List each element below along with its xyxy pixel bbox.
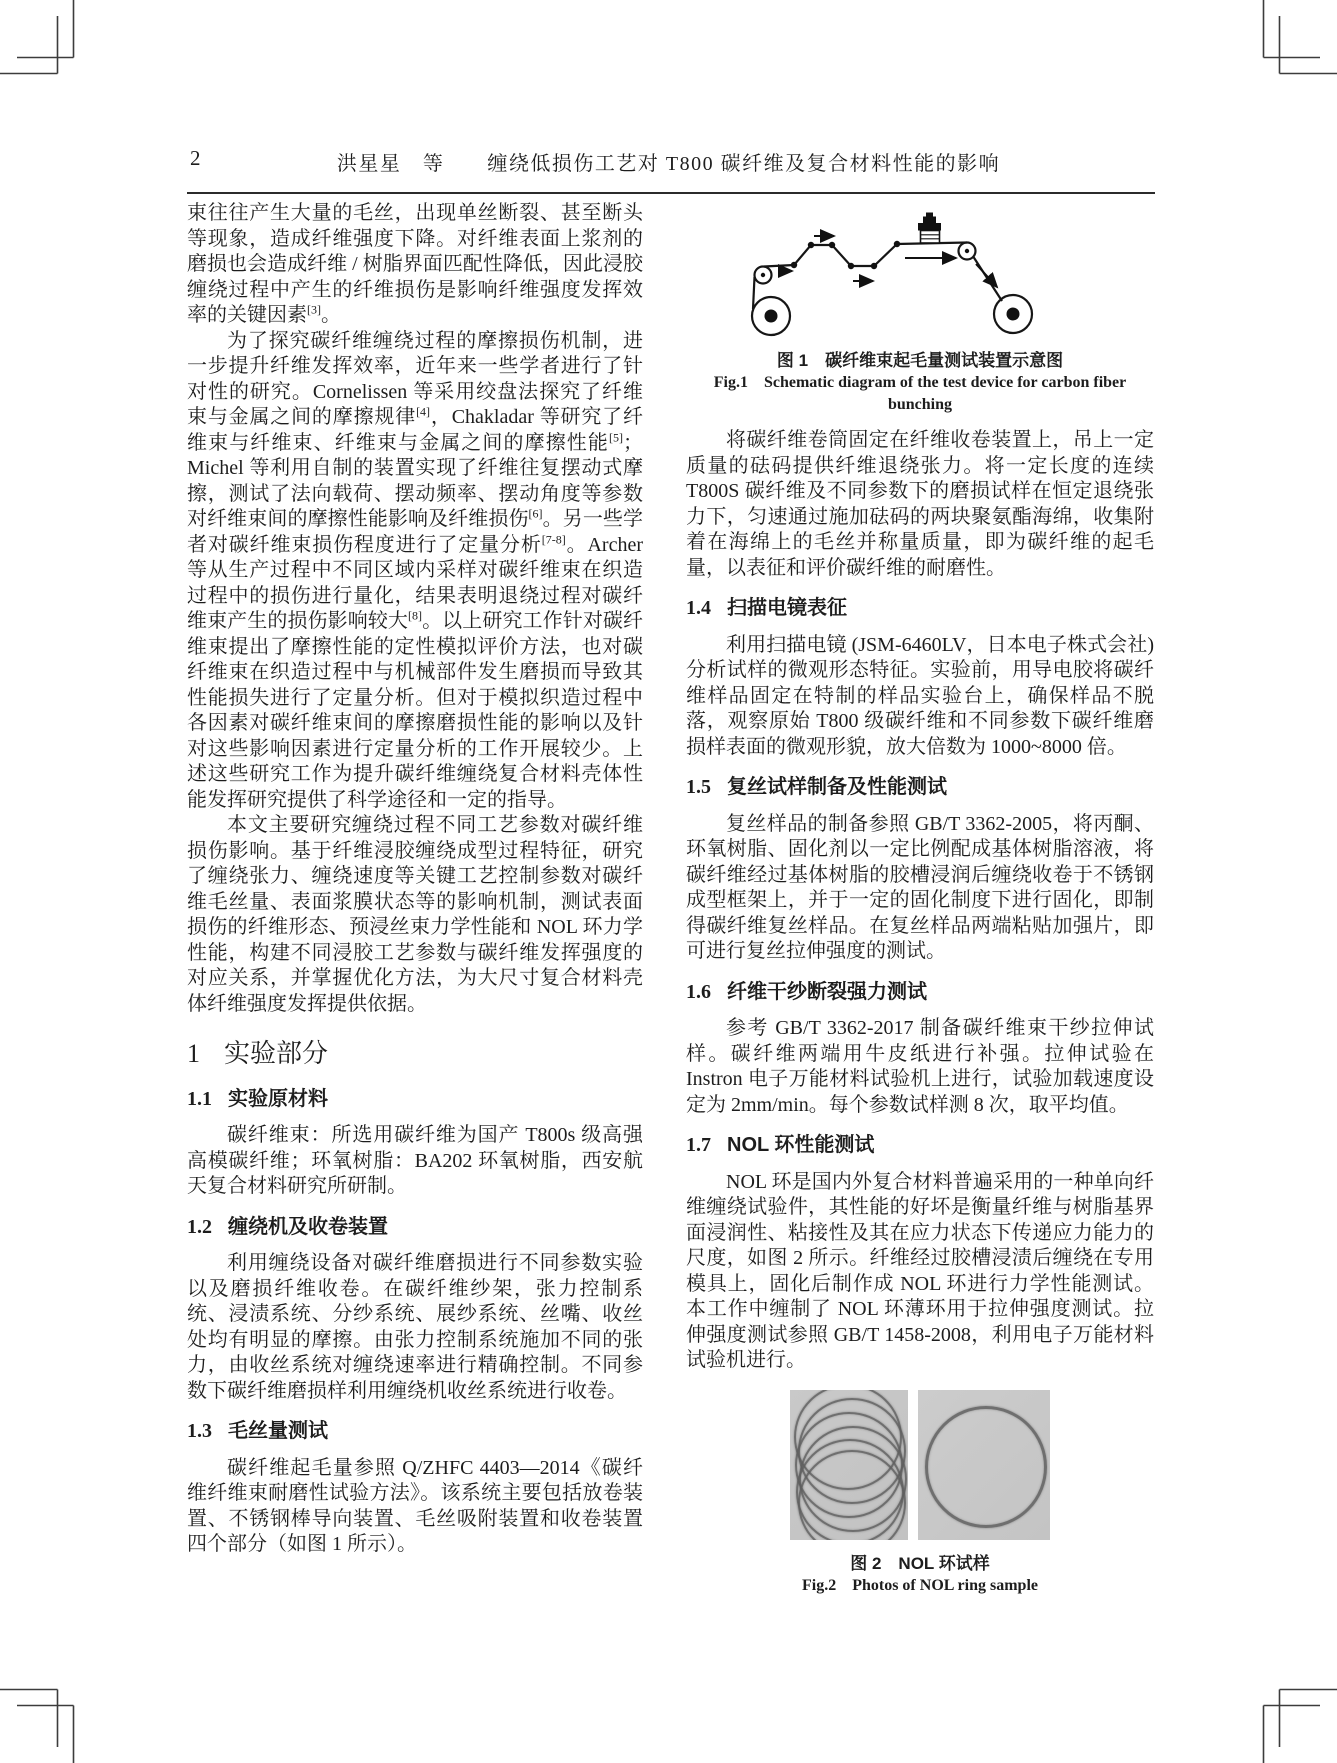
figure-2-caption-zh: 图 2 NOL 环试样 bbox=[850, 1553, 990, 1573]
running-header-title: 洪星星 等 缠绕低损伤工艺对 T800 碳纤维及复合材料性能的影响 bbox=[336, 153, 1001, 175]
subsection-heading-1-4: 1.4 扫描电镜表征 bbox=[686, 597, 847, 619]
paragraph-1-5: 复丝样品的制备参照 GB/T 3362-2005，将丙酮、环氧树脂、固化剂以一定比例配成基体树脂溶液，将碳纤维经过基体树脂的胶槽浸润后缠绕收卷于不锈钢成型框架上，并于一定的固化制度下进行固化，即制得碳纤维复丝样品。在复丝样品两端粘贴加强片，即可进行复丝拉伸强度的测试。 bbox=[686, 812, 1154, 962]
paragraph-intro-continued: 束往往产生大量的毛丝，出现单丝断裂、甚至断头等现象，造成纤维强度下降。对纤维表面上浆剂的磨损也会造成纤维 / 树脂界面匹配性降低，因此浸胶缠绕过程中产生的纤维损伤是影响纤维强度发挥效率的关键因素[3]。 bbox=[187, 202, 643, 326]
right-column bbox=[686, 201, 1154, 1609]
crop-mark-bottom-left bbox=[0, 1690, 74, 1763]
subsection-heading-1-2: 1.2 缠绕机及收卷装置 bbox=[187, 1215, 388, 1238]
subsection-heading-1-6: 1.6 纤维干纱断裂强力测试 bbox=[686, 980, 927, 1003]
nol-rings-stacked-photo bbox=[790, 1390, 908, 1540]
guide-pin bbox=[894, 241, 900, 247]
guide-pin bbox=[848, 263, 854, 269]
fiber-segment-down bbox=[974, 257, 1003, 301]
paragraph-1-7: NOL 环是国内外复合材料普遍采用的一种单向纤维缠绕试验件，其性能的好坏是衡量纤维与树脂基界面浸润性、粘接性及其在应力状态下传递应力能力的尺度，如图 2 所示。纤维经过胶槽浸渍后缠绕在专用模具上，固化后制作成 NOL 环进行力学性能测试。本工作中缠制了 NOL 环薄环用于拉伸强度测试。拉伸强度测试参照 GB/T 1458-2008，利用电子万能材料试验机进行。 bbox=[686, 1170, 1154, 1371]
paragraph-1-6: 参考 GB/T 3362-2017 制备碳纤维束干纱拉伸试样。碳纤维两端用牛皮纸进行补强。拉伸试验在 Instron 电子万能材料试验机上进行，试验加载速度设定为 2mm/min。每个参数试样测 8 次，取平均值。 bbox=[686, 1017, 1154, 1116]
paragraph-overview: 本文主要研究缠绕过程不同工艺参数对碳纤维损伤影响。基于纤维浸胶缠绕成型过程特征，研究了缠绕张力、缠绕速度等关键工艺控制参数对碳纤维毛丝量、表面浆膜状态等的影响机制，测试表面损伤的纤维形态、预浸丝束力学性能和 NOL 环力学性能，构建不同浸胶工艺参数与碳纤维发挥强度的对应关系，并掌握优化方法，为大尺寸复合材料壳体纤维强度发挥提供依据。 bbox=[187, 814, 643, 1015]
crop-mark-top-left bbox=[0, 0, 74, 74]
guide-pin bbox=[871, 263, 877, 269]
fiber-segment bbox=[753, 277, 755, 309]
paragraph-fuzz-test: 将碳纤维卷筒固定在纤维收卷装置上，吊上一定质量的砝码提供纤维退绕张力。将一定长度的连续 T800S 碳纤维及不同参数下的磨损试样在恒定退绕张力下，匀速通过施加砝码的两块聚氨酯海绵，收集附着在海绵上的毛丝并称量质量，即为碳纤维的起毛量，以表征和评价碳纤维的耐磨性。 bbox=[686, 429, 1154, 579]
nol-ring bbox=[925, 1406, 1047, 1528]
section-title: 实验部分 bbox=[224, 1039, 329, 1068]
left-column bbox=[187, 201, 643, 1558]
subsection-heading-1-5: 1.5 复丝试样制备及性能测试 bbox=[686, 776, 947, 798]
section-number: 1 bbox=[187, 1039, 200, 1068]
figure-1-caption-en: Fig.1 Schematic diagram of the test device for carbon fiber bunching bbox=[713, 374, 1127, 413]
paragraph-1-2: 利用缠绕设备对碳纤维磨损进行不同参数实验以及磨损纤维收卷。在碳纤维纱架，张力控制系统、浸渍系统、分纱系统、展纱系统、丝嘴、收丝处均有明显的摩擦。由张力控制系统施加不同的张力，由收丝系统对缠绕速率进行精确控制。不同参数下碳纤维磨损样利用缠绕机收丝系统进行收卷。 bbox=[187, 1252, 643, 1402]
subsection-heading-1-1: 1.1 实验原材料 bbox=[187, 1087, 328, 1110]
sponge-block bbox=[921, 231, 940, 244]
section-heading-experiment bbox=[187, 1041, 643, 1067]
paragraph-1-4: 利用扫描电镜 (JSM-6460LV，日本电子株式会社) 分析试样的微观形态特征。实验前，用导电胶将碳纤维样品固定在特制的样品实验台上，确保样品不脱落，观察原始 T800 级碳纤维和不同参数下碳纤维磨损样表面的微观形貌，放大倍数为 1000~8000 倍。 bbox=[686, 633, 1154, 758]
paragraph-motivation: 为了探究碳纤维缠绕过程的摩擦损伤机制，进一步提升纤维发挥效率，近年来一些学者进行了针对性的研究。Cornelissen 等采用绞盘法探究了纤维束与金属之间的摩擦规律[4]，Chakladar 等研究了纤维束与纤维束、纤维束与金属之间的摩擦性能[5]；Michel 等利用自制的装置实现了纤维往复摆动式摩擦，测试了法向载荷、摆动频率、摆动角度等参数对纤维束间的摩擦性能影响及纤维损伤[6]。另一些学者对碳纤维束损伤程度进行了定量分析[7-8]。Archer 等从生产过程中不同区域内采样对碳纤维束在织造过程中的损伤进行量化，结果表明退绕过程对碳纤维束产生的损伤影响较大[8]。以上研究工作针对碳纤维束提出了摩擦性能的定性模拟评价方法，也对碳纤维束在织造过程中与机械部件发生磨损而导致其性能损失进行了定量分析。但对于模拟织造过程中各因素对碳纤维束间的摩擦磨损性能的影响以及针对这些影响因素进行定量分析的工作开展较少。上述这些研究工作为提升碳纤维缠绕复合材料壳体性能发挥研究提供了科学途径和一定的指导。 bbox=[187, 329, 644, 811]
crop-mark-top-right bbox=[1264, 0, 1337, 74]
nol-ring-photos bbox=[686, 1390, 1154, 1540]
page-number: 2 bbox=[190, 146, 201, 170]
figure-2-caption-en: Fig.2 Photos of NOL ring sample bbox=[801, 1576, 1038, 1594]
header-rule bbox=[187, 192, 1155, 194]
guide-pin bbox=[791, 262, 797, 268]
subsection-heading-1-7: 1.7 NOL 环性能测试 bbox=[686, 1134, 875, 1156]
paragraph-1-3: 碳纤维起毛量参照 Q/ZHFC 4403—2014《碳纤维纤维束耐磨性试验方法》。该系统主要包括放卷装置、不锈钢棒导向装置、毛丝吸附装置和收卷装置四个部分（如图 1 所示）。 bbox=[187, 1456, 643, 1555]
guide-pin bbox=[808, 242, 814, 248]
figure-1-caption-zh: 图 1 碳纤维束起毛量测试装置示意图 bbox=[776, 351, 1064, 370]
subsection-heading-1-3: 1.3 毛丝量测试 bbox=[187, 1420, 328, 1442]
weight-icon bbox=[918, 213, 941, 231]
crop-mark-bottom-right bbox=[1264, 1690, 1337, 1763]
nol-ring-single-photo bbox=[918, 1390, 1050, 1540]
fuzz-test-device-schematic bbox=[750, 209, 1090, 339]
figure-1 bbox=[686, 209, 1154, 416]
paragraph-1-1: 碳纤维束：所选用碳纤维为国产 T800s 级高强高模碳纤维；环氧树脂：BA202 环氧树脂，西安航天复合材料研究所研制。 bbox=[187, 1124, 643, 1197]
figure-2 bbox=[686, 1390, 1154, 1597]
guide-pin bbox=[829, 242, 835, 248]
